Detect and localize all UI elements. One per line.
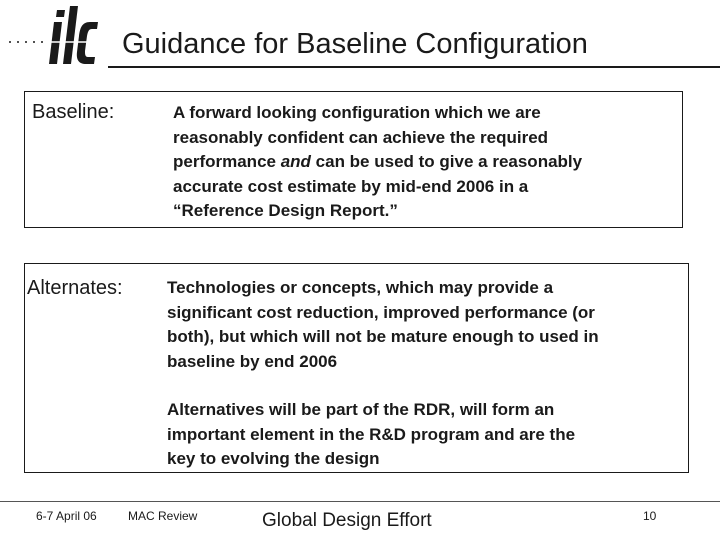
alternates-label: Alternates: <box>27 277 123 299</box>
title-underline <box>108 66 720 68</box>
alternates-line-1: Technologies or concepts, which may provide a <box>167 278 554 297</box>
alternates-line-2: significant cost reduction, improved performance (or <box>167 302 595 322</box>
footer-divider <box>0 501 720 502</box>
baseline-line-4: accurate cost estimate by mid-end 2006 in a <box>173 176 529 196</box>
ilc-logo <box>0 2 110 68</box>
baseline-line-1: A forward looking configuration which we are <box>173 103 541 122</box>
page-title: Guidance for Baseline Configuration <box>122 28 588 60</box>
alternates-paragraph-2 <box>167 398 575 472</box>
baseline-description <box>173 101 582 224</box>
baseline-line-3-end: can be used to give a reasonably <box>310 152 583 171</box>
alternates-line-5: Alternatives will be part of the RDR, will form an <box>167 400 555 419</box>
baseline-line-5: “Reference Design Report.” <box>173 201 398 220</box>
footer-date: 6-7 April 06 <box>36 509 97 523</box>
baseline-line-3-start: performance <box>173 152 281 171</box>
alternates-line-7: key to evolving the design <box>167 449 380 468</box>
baseline-label: Baseline: <box>32 101 115 123</box>
footer-event: MAC Review <box>128 509 198 523</box>
alternates-line-4: baseline by end 2006 <box>167 351 338 371</box>
alternates-paragraph-1 <box>167 276 599 374</box>
page-number: 10 <box>643 509 657 523</box>
alternates-line-3: both), but which will not be mature enough to used in <box>167 327 599 346</box>
baseline-line-3-emphasis: and <box>280 152 311 171</box>
alternates-line-6: important element in the R&D program and are the <box>167 424 576 444</box>
footer-center-text: Global Design Effort <box>262 510 432 531</box>
baseline-line-3 <box>173 150 582 175</box>
baseline-line-2: reasonably confident can achieve the required <box>173 127 549 147</box>
